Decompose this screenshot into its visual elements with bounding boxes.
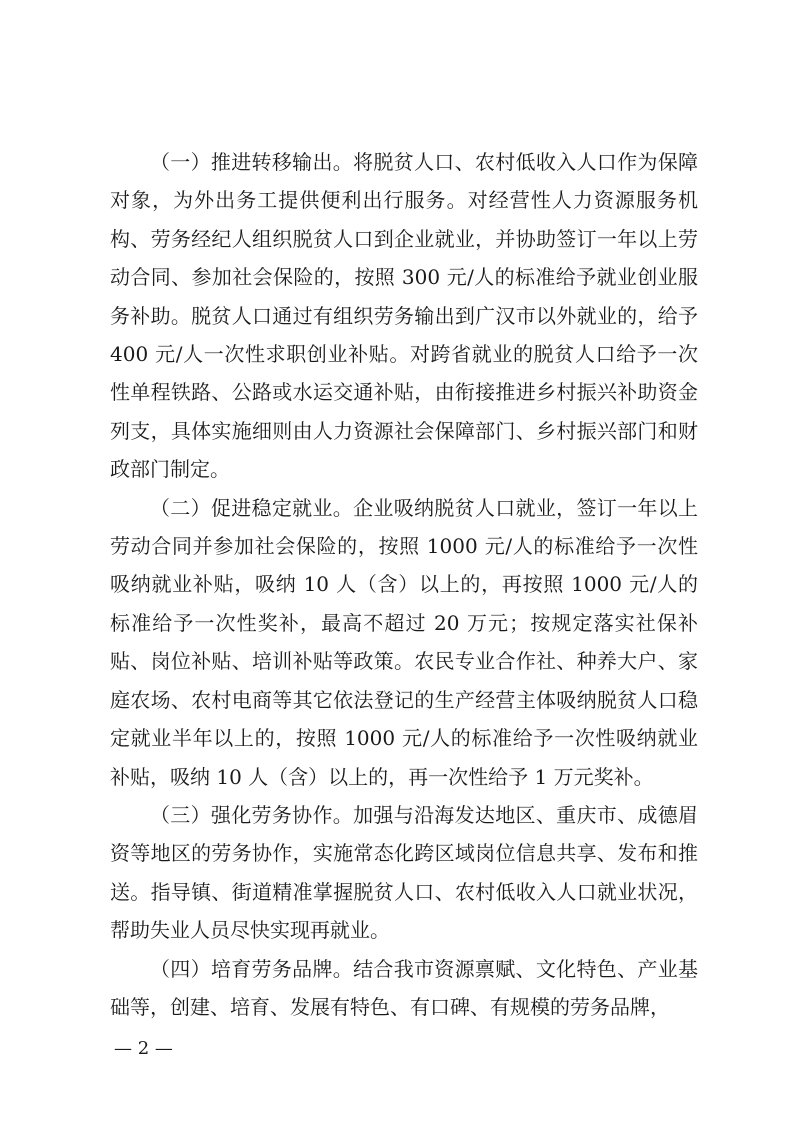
paragraph-labor-cooperation: （三）强化劳务协作。加强与沿海发达地区、重庆市、成德眉资等地区的劳务协作，实施常态化跨区域岗位信息共享、发布和推送。指导镇、街道精准掌握脱贫人口、农村低收入人口就业状况，帮助失业人员尽快实现再就业。 [110, 802, 698, 943]
paragraph-transfer-output: （一）推进转移输出。将脱贫人口、农村低收入人口作为保障对象，为外出务工提供便利出行服务。对经营性人力资源服务机构、劳务经纪人组织脱贫人口到企业就业，并协助签订一年以上劳动合同、参加社会保险的，按照 300 元/人的标准给予就业创业服务补助。脱贫人口通过有组织劳务输出到广汉市以外就业的，给予 400 元/人一次性求职创业补贴。对跨省就业的脱贫人口给予一次性单程铁路、公路或水运交通补贴，由衔接推进乡村振兴补助资金列支，具体实施细则由人力资源社会保障部门、乡村振兴部门和财政部门制定。 [110, 150, 698, 482]
paragraph-stable-employment: （二）促进稳定就业。企业吸纳脱贫人口就业，签订一年以上劳动合同并参加社会保险的，按照 1000 元/人的标准给予一次性吸纳就业补贴，吸纳 10 人（含）以上的，再按照 1000 元/人的标准给予一次性奖补，最高不超过 20 万元；按规定落实社保补贴、岗位补贴、培训补贴等政策。农民专业合作社、种养大户、家庭农场、农村电商等其它依法登记的生产经营主体吸纳脱贫人口稳定就业半年以上的，按照 1000 元/人的标准给予一次性吸纳就业补贴，吸纳 10 人（含）以上的，再一次性给予 1 万元奖补。 [110, 495, 698, 789]
document-body [110, 143, 698, 1026]
paragraph-labor-brand: （四）培育劳务品牌。结合我市资源禀赋、文化特色、产业基础等，创建、培育、发展有特色、有口碑、有规模的劳务品牌， [110, 956, 698, 1019]
page-number: — 2 — [114, 1038, 173, 1059]
